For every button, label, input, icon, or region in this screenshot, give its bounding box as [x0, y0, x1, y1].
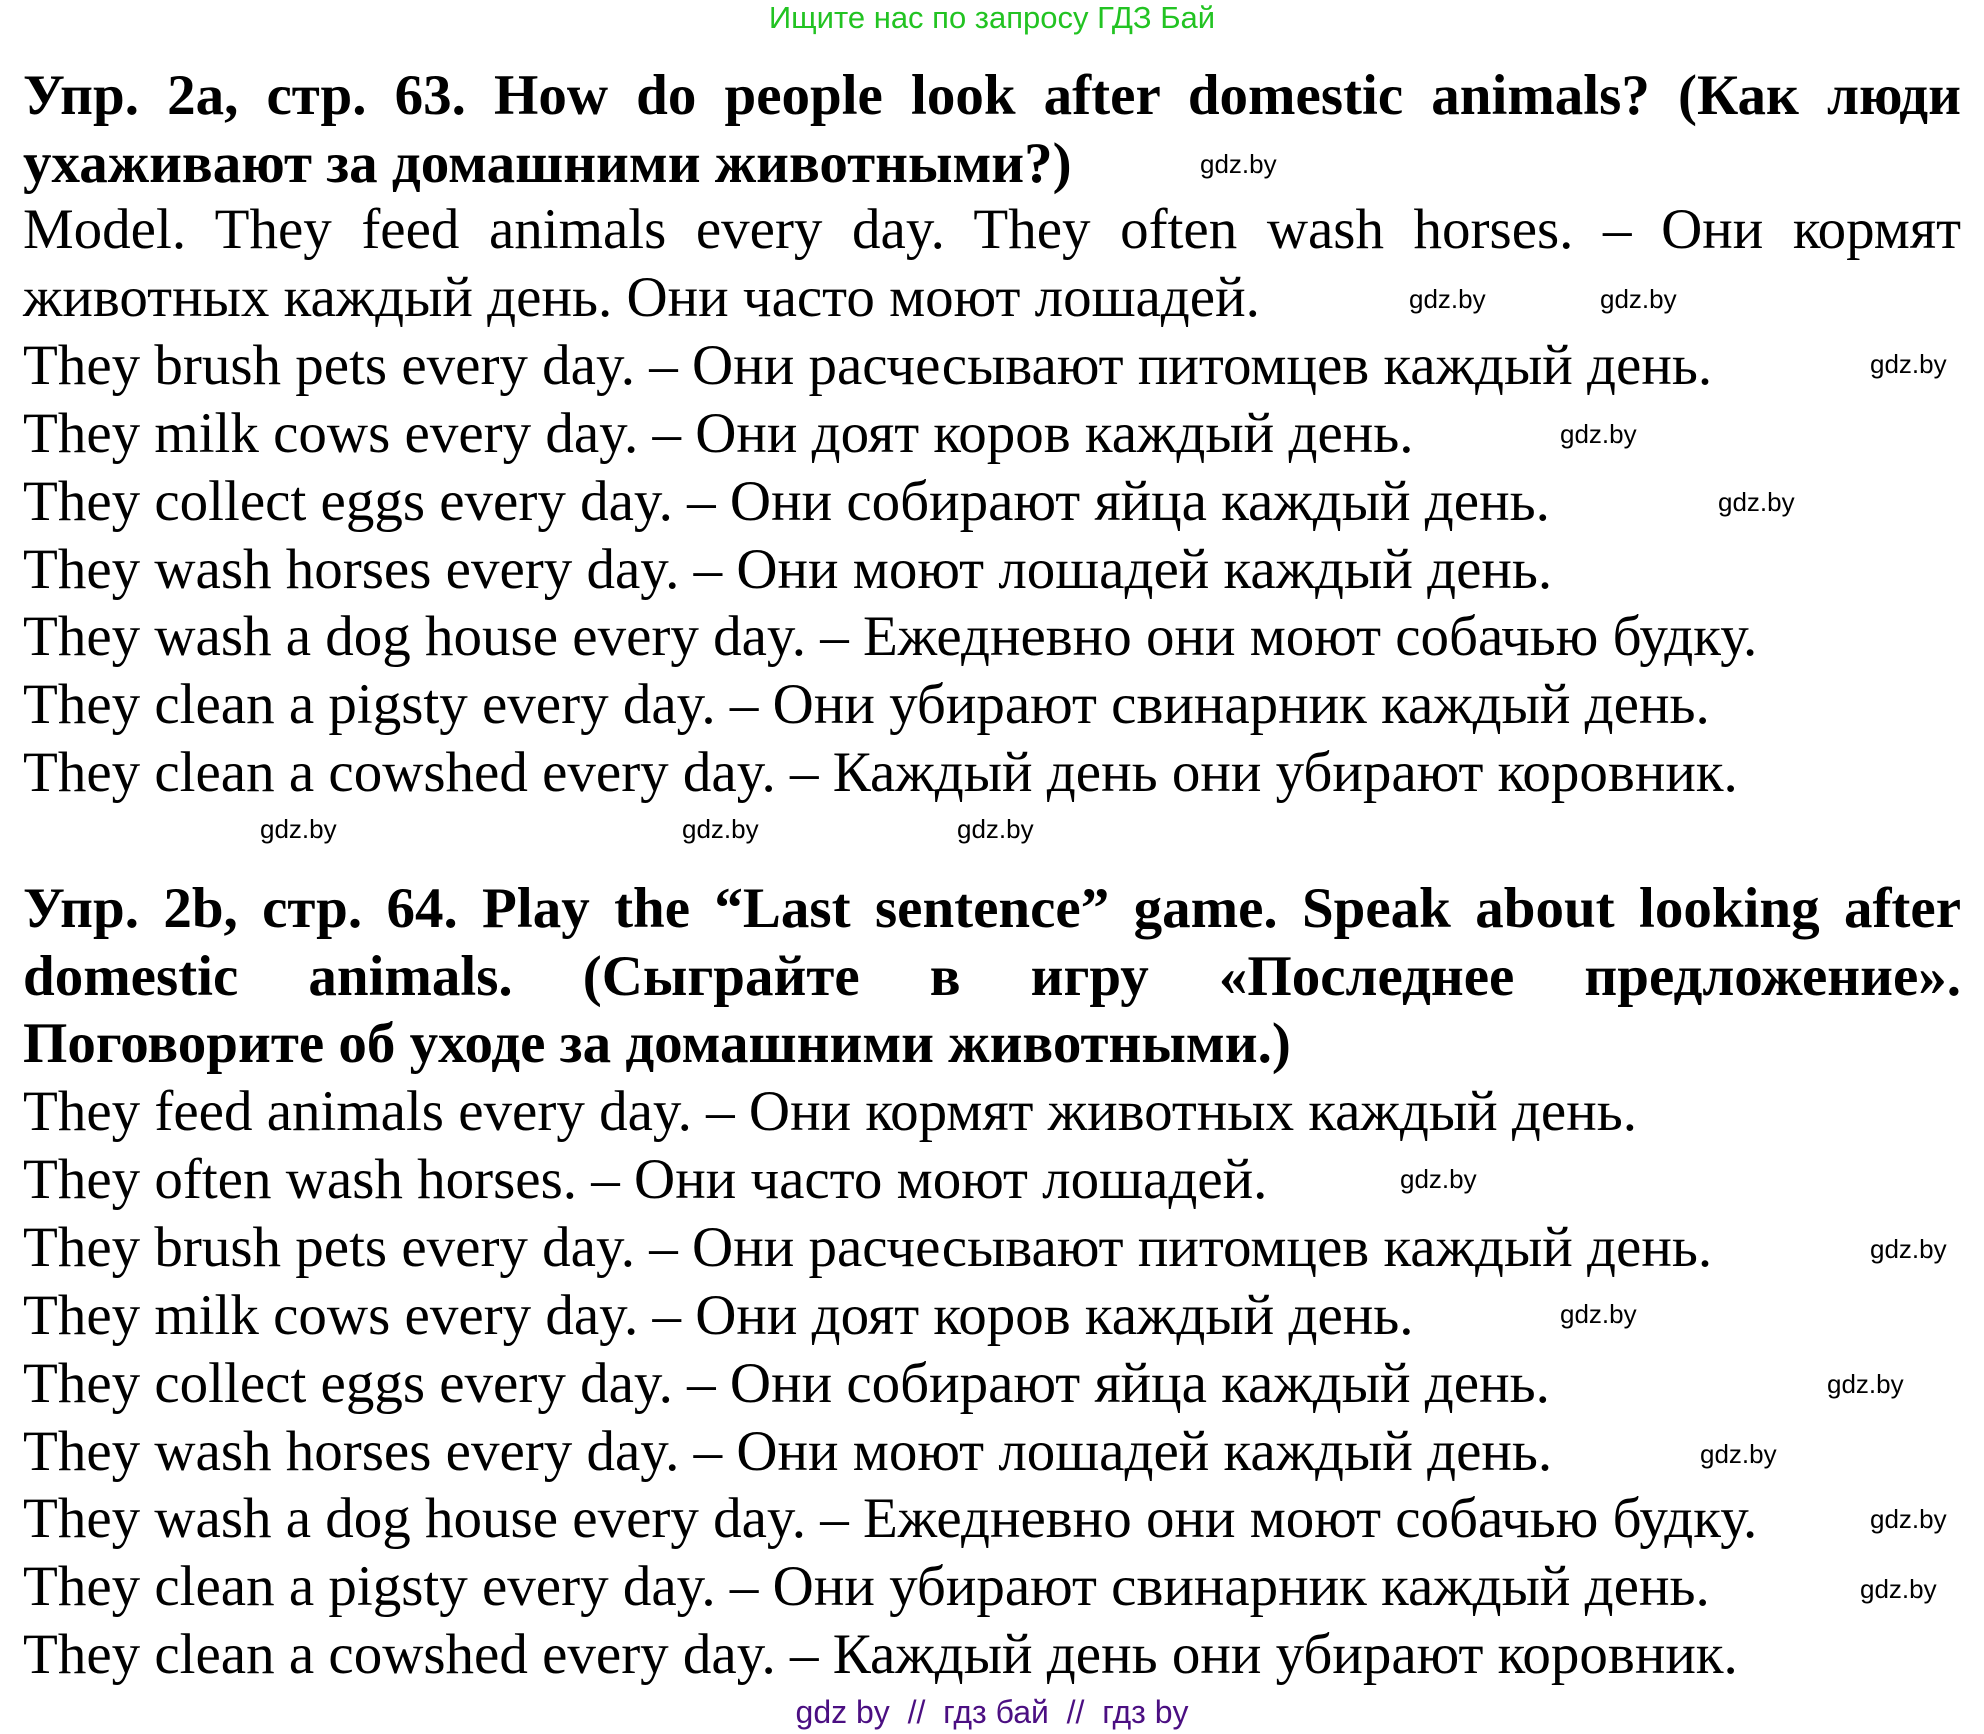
text-line: They milk cows every day. – Они доят коров каждый день. [23, 1284, 1414, 1347]
watermark: gdz.by [1870, 1234, 1947, 1264]
watermark: gdz.by [1700, 1439, 1777, 1469]
text-line: They collect eggs every day. – Они собирают яйца каждый день. [23, 470, 1550, 533]
text-line: They wash horses every day. – Они моют лошадей каждый день. [23, 1420, 1553, 1483]
text-line: They clean a pigsty every day. – Они убирают свинарник каждый день. [23, 1555, 1710, 1618]
exercise-heading-line: Поговорите об уходе за домашними животными.) [23, 1012, 1291, 1075]
text-line: They brush pets every day. – Они расчесывают питомцев каждый день. [23, 334, 1713, 397]
text-line: They feed animals every day. – Они кормят животных каждый день. [23, 1080, 1637, 1143]
text-line: They often wash horses. – Они часто моют лошадей. [23, 1148, 1268, 1211]
text-line: They clean a cowshed every day. – Каждый день они убирают коровник. [23, 741, 1738, 804]
watermark: gdz.by [1827, 1369, 1904, 1399]
text-line: Model. They feed animals every day. They often wash horses. – Они кормят [23, 199, 1961, 261]
text-line: They collect eggs every day. – Они собирают яйца каждый день. [23, 1352, 1550, 1415]
footer-links: gdz by // гдз бай // гдз by [795, 1694, 1189, 1730]
watermark: gdz.by [1860, 1574, 1937, 1604]
watermark: gdz.by [1870, 1504, 1947, 1534]
search-hint-header: Ищите нас по запросу ГДЗ Бай [768, 0, 1216, 35]
exercise-heading-line: ухаживают за домашними животными?) [23, 132, 1072, 195]
text-line: They wash horses every day. – Они моют лошадей каждый день. [23, 538, 1553, 601]
exercise-heading-line: Упр. 2b, стр. 64. Play the “Last sentence” game. Speak about looking after [23, 878, 1961, 940]
watermark: gdz.by [1400, 1164, 1477, 1194]
watermark: gdz.by [1560, 419, 1637, 449]
watermark: gdz.by [1718, 487, 1795, 517]
text-line: They milk cows every day. – Они доят коров каждый день. [23, 402, 1414, 465]
text-line: They clean a pigsty every day. – Они убирают свинарник каждый день. [23, 673, 1710, 736]
watermark: gdz.by [1200, 149, 1277, 179]
text-line: They brush pets every day. – Они расчесывают питомцев каждый день. [23, 1216, 1713, 1279]
text-line: животных каждый день. Они часто моют лошадей. [23, 266, 1260, 329]
exercise-heading-line: Упр. 2a, стр. 63. How do people look after domestic animals? (Как люди [23, 65, 1961, 127]
exercise-heading-line: domestic animals. (Сыграйте в игру «Последнее предложение». [23, 946, 1961, 1008]
watermark: gdz.by [1600, 284, 1677, 314]
text-line: They wash a dog house every day. – Ежедневно они моют собачью будку. [23, 605, 1758, 668]
watermark: gdz.by [682, 814, 759, 844]
watermark: gdz.by [1560, 1299, 1637, 1329]
text-line: They clean a cowshed every day. – Каждый день они убирают коровник. [23, 1623, 1738, 1686]
watermark: gdz.by [1870, 349, 1947, 379]
text-line: They wash a dog house every day. – Ежедневно они моют собачью будку. [23, 1487, 1758, 1550]
watermark: gdz.by [1409, 284, 1486, 314]
watermark: gdz.by [260, 814, 337, 844]
watermark: gdz.by [957, 814, 1034, 844]
